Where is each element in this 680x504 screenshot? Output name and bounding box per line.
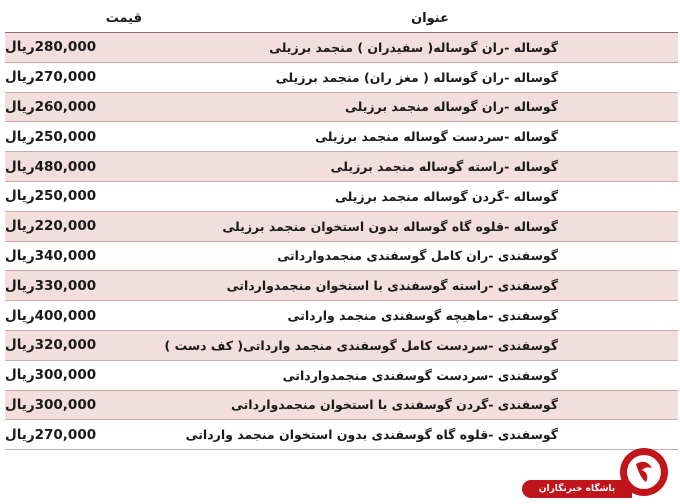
title-cell: گوساله -گردن گوساله منجمد برزیلی [334, 188, 558, 204]
table-row [5, 331, 678, 361]
title-cell: گوسفندی -ماهیچه گوسفندی منجمد وارداتی [287, 308, 558, 324]
price-cell: 270,000ریال [5, 426, 97, 443]
title-cell: گوسفندی -سردست گوسفندی منجمدوارداتی [282, 367, 558, 383]
price-column-header: قیمت [105, 10, 142, 26]
title-cell: گوسفندی -سردست کامل گوسفندی منجمد وارداتی( کف دست ) [164, 337, 558, 353]
title-cell: گوساله -راسته گوساله منجمد برزیلی [330, 159, 558, 175]
price-cell: 400,000ریال [5, 307, 97, 324]
price-cell: 300,000ریال [5, 367, 97, 384]
table-row [5, 33, 678, 63]
brand-logo-icon [616, 444, 672, 500]
price-cell: 250,000ریال [5, 128, 97, 145]
title-cell: گوسفندی -ران کامل گوسفندی منجمدوارداتی [277, 248, 558, 264]
table-body [5, 33, 678, 450]
table-row [5, 122, 678, 152]
title-cell: گوسفندی -قلوه گاه گوسفندی بدون استخوان منجمد وارداتی [185, 427, 558, 443]
title-cell: گوسفندی -گردن گوسفندی با استخوان منجمدوارداتی [230, 397, 558, 413]
title-cell: گوساله -قلوه گاه گوساله بدون استخوان منجمد برزیلی [222, 218, 558, 234]
title-cell: گوساله -سردست گوساله منجمد برزیلی [315, 129, 558, 145]
table-row [5, 301, 678, 331]
price-table [5, 4, 678, 450]
table-header [5, 4, 678, 33]
price-cell: 330,000ریال [5, 277, 97, 294]
title-column-header: عنوان [411, 10, 449, 26]
price-cell: 270,000ریال [5, 69, 97, 86]
price-cell: 250,000ریال [5, 188, 97, 205]
brand-watermark [522, 440, 672, 500]
title-cell: گوساله -ران گوساله( سفیدران ) منجمد برزیلی [269, 39, 558, 55]
table-row [5, 242, 678, 272]
price-cell: 280,000ریال [5, 39, 97, 56]
table-row [5, 361, 678, 391]
title-cell: گوساله -ران گوساله منجمد برزیلی [344, 99, 558, 115]
table-row [5, 152, 678, 182]
price-cell: 480,000ریال [5, 158, 97, 175]
price-cell: 340,000ریال [5, 247, 97, 264]
price-cell: 300,000ریال [5, 396, 97, 413]
table-row [5, 63, 678, 93]
table-row [5, 212, 678, 242]
table-row [5, 391, 678, 421]
table-row [5, 182, 678, 212]
price-cell: 220,000ریال [5, 218, 97, 235]
brand-label: باشگاه خبرنگاران [522, 480, 632, 498]
price-cell: 260,000ریال [5, 98, 97, 115]
price-cell: 320,000ریال [5, 337, 97, 354]
table-row [5, 271, 678, 301]
title-cell: گوسفندی -راسته گوسفندی با استخوان منجمدوارداتی [226, 278, 558, 294]
table-row [5, 93, 678, 123]
title-cell: گوساله -ران گوساله ( مغز ران) منجمد برزیلی [275, 69, 558, 85]
